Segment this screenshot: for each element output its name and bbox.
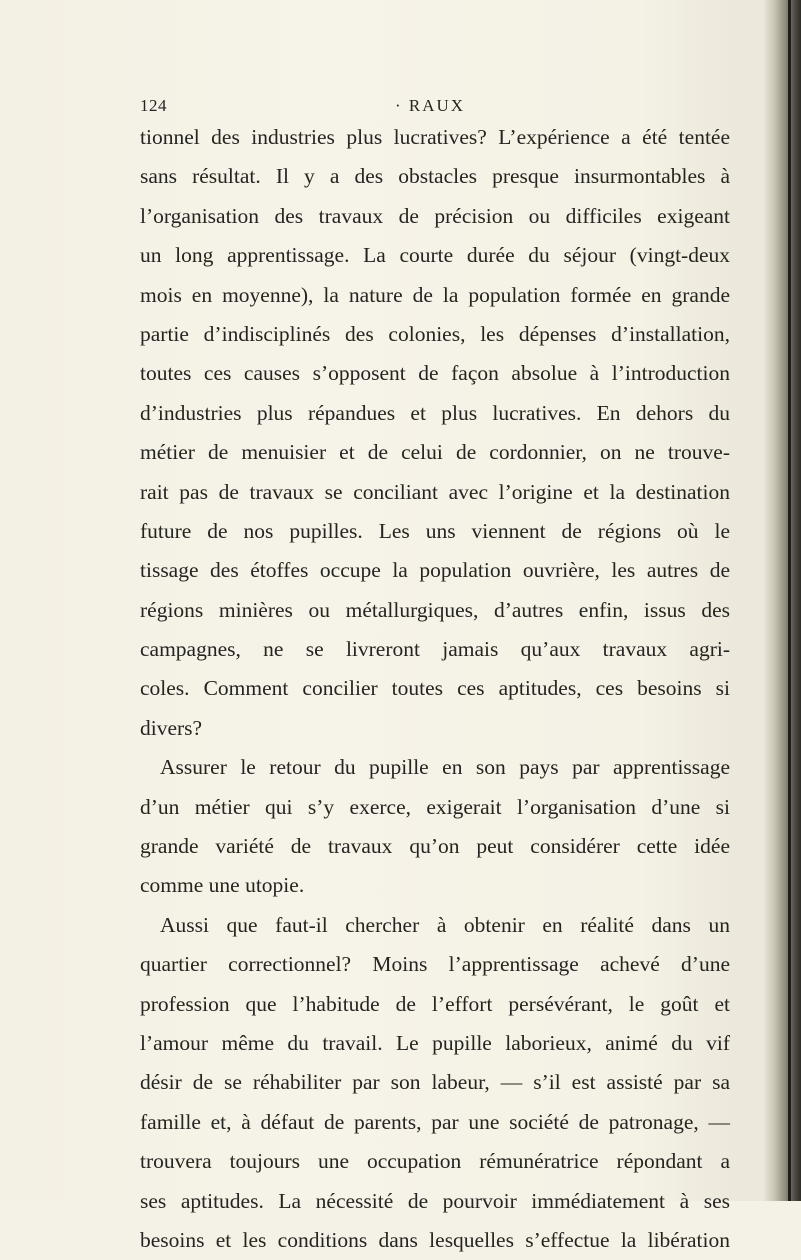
paragraph-3 (140, 906, 730, 1260)
text-line: tissage des étoffes occupe la population ouvrière, les autres de (140, 558, 730, 583)
text-line: comme une utopie. (140, 873, 305, 898)
text-line: coles. Comment concilier toutes ces aptitudes, ces besoins si (140, 676, 730, 701)
text-line: future de nos pupilles. Les uns viennent de régions où le (140, 518, 730, 543)
text-line: toutes ces causes s’opposent de façon absolue à l’introduction (140, 361, 730, 386)
text-line: grande variété de travaux qu’on peut considérer cette idée (140, 834, 730, 859)
text-line: tionnel des industries plus lucratives? L’expérience a été tentée (140, 125, 730, 149)
text-line: l’amour même du travail. Le pupille laborieux, animé du vif (140, 1030, 730, 1055)
text-line: famille et, à défaut de parents, par une société de patronage, — (140, 1109, 730, 1134)
text-line: Assurer le retour du pupille en son pays par apprentissage (160, 755, 730, 780)
text-line: profession que l’habitude de l’effort persévérant, le goût et (140, 991, 730, 1016)
text-line: d’industries plus répandues et plus lucratives. En dehors du (140, 400, 730, 425)
text-line: Aussi que faut-il chercher à obtenir en réalité dans un (160, 912, 730, 937)
text-line: un long apprentissage. La courte durée du séjour (vingt-deux (140, 243, 730, 268)
text-line: besoins et les conditions dans lesquelles s’effectue la libération (140, 1227, 730, 1252)
book-binding-edge (763, 0, 801, 1201)
paragraph-2 (140, 748, 730, 906)
running-head: · RAUX (395, 96, 466, 115)
text-line: mois en moyenne), la nature de la population formée en grande (140, 282, 730, 307)
body-text (140, 118, 730, 1260)
page-number: 124 (140, 96, 167, 115)
text-line: sans résultat. Il y a des obstacles presque insurmontables à (140, 164, 730, 189)
text-line: métier de menuisier et de celui de cordonnier, on ne trouve- (140, 440, 730, 465)
text-line: désir de se réhabiliter par son labeur, — s’il est assisté par sa (140, 1070, 730, 1095)
text-line: rait pas de travaux se conciliant avec l’origine et la destination (140, 479, 730, 504)
page-header (140, 96, 730, 120)
text-line: régions minières ou métallurgiques, d’autres enfin, issus des (140, 597, 730, 622)
text-line: quartier correctionnel? Moins l’apprentissage achevé d’une (140, 952, 730, 977)
paragraph-1 (140, 118, 730, 748)
text-line: l’organisation des travaux de précision ou difficiles exigeant (140, 203, 730, 228)
binding-shadow-line (788, 0, 791, 1201)
text-line: partie d’indisciplinés des colonies, les dépenses d’installation, (140, 321, 730, 346)
text-line: trouvera toujours une occupation rémunératrice répondant a (140, 1149, 730, 1174)
text-line: divers? (140, 715, 203, 740)
text-line: campagnes, ne se livreront jamais qu’aux travaux agri- (140, 637, 730, 662)
text-line: ses aptitudes. La nécessité de pourvoir immédiatement à ses (140, 1188, 730, 1213)
text-line: d’un métier qui s’y exerce, exigerait l’organisation d’une si (140, 794, 730, 819)
